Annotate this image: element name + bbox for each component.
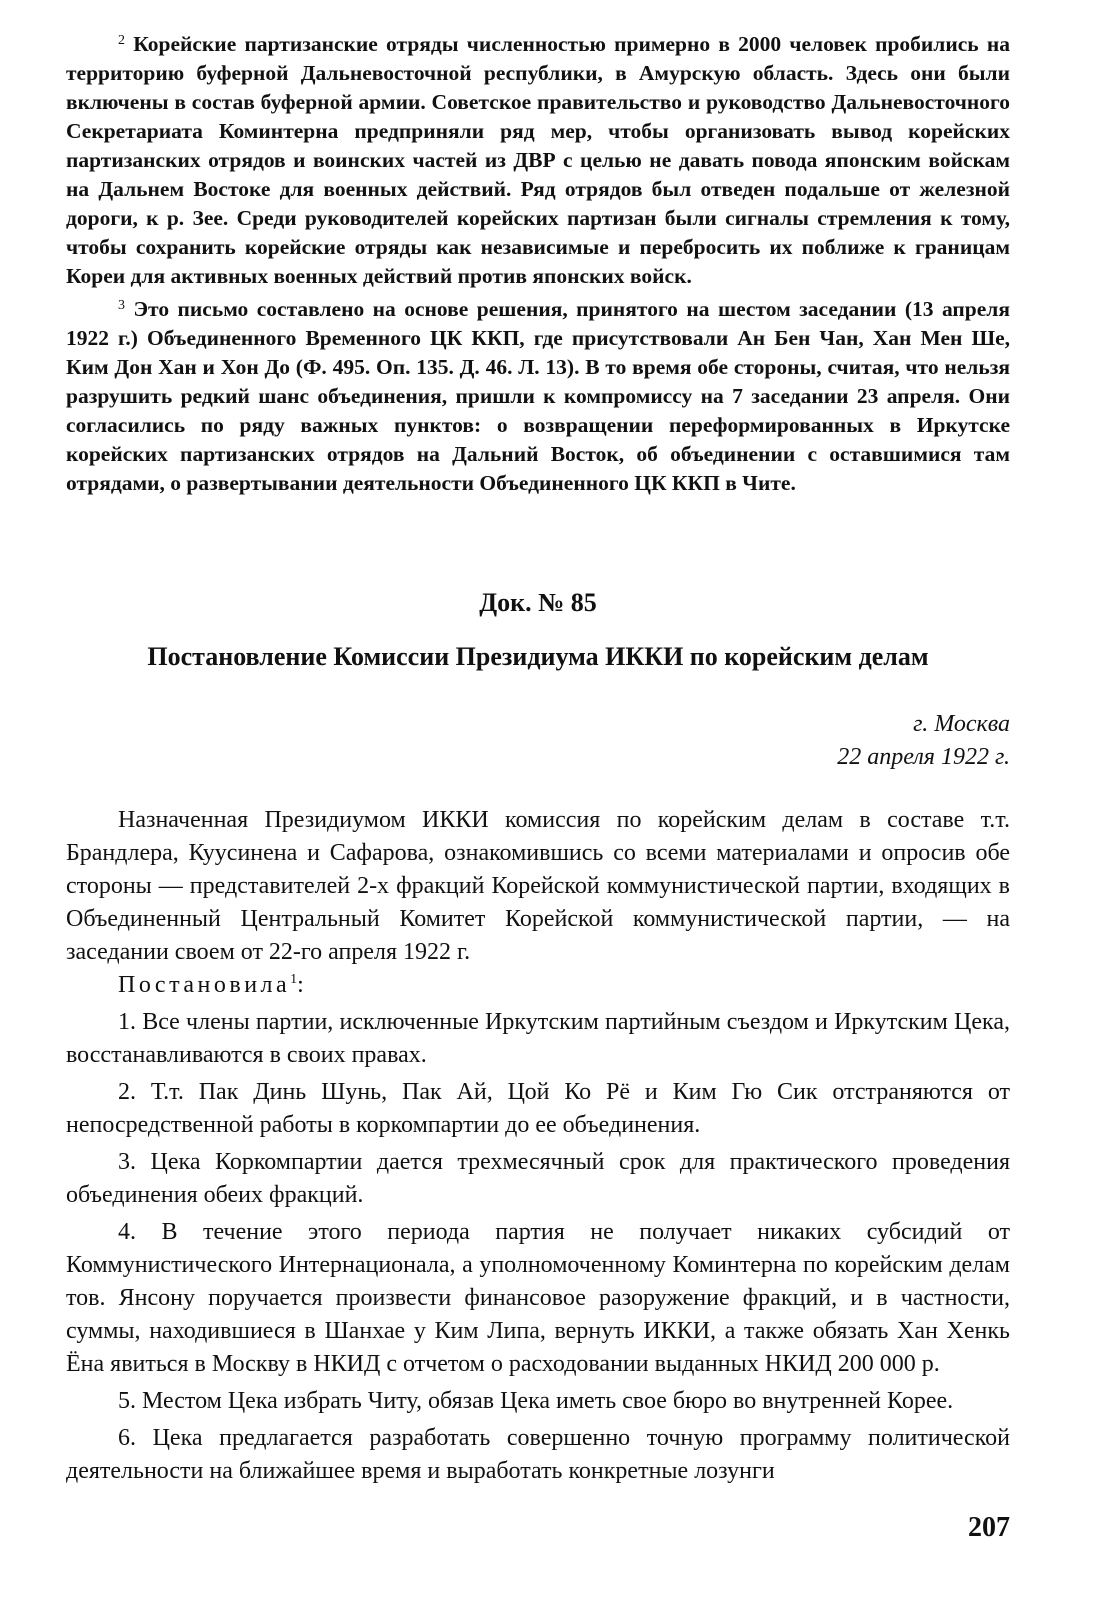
footnote-text: Это письмо составлено на основе решения, принятого на шестом заседании (13 апреля 1922 г.) Объединенного Временного ЦК ККП, где присутствовали Ан Бен Чан, Хан Мен Ше, Ким Дон Хан и Хон До (Ф. 495. Оп. 135. Д. 46. Л. 13). В то время обе стороны, считая, что нельзя разрушить редкий шанс объединения, пришли к компромиссу на 7 заседании 23 апреля. Они согласились по ряду важных пунктов: о возвращении переформированных в Иркутске корейских партизанских отрядов на Дальний Восток, об объединении с оставшимися там отрядами, о развертывании деятельности Объединенного ЦК ККП в Чите.	[66, 297, 1010, 495]
resolved-colon: :	[297, 972, 304, 998]
footnote-marker: 3	[118, 298, 125, 313]
page-content	[66, 30, 1010, 1488]
footnote-marker: 2	[118, 33, 125, 48]
resolution-item-1: 1. Все члены партии, исключенные Иркутским партийным съездом и Иркутским Цека, восстанавливаются в своих правах.	[66, 1009, 1010, 1068]
document-number: Док. № 85	[479, 588, 597, 617]
document-date: 22 апреля 1922 г.	[837, 744, 1010, 770]
document-place: г. Москва	[913, 711, 1010, 737]
footnote-marker: 1	[290, 972, 298, 987]
resolution-item-5: 5. Местом Цека избрать Читу, обязав Цека иметь свое бюро во внутренней Корее.	[118, 1388, 954, 1414]
footnote-2	[66, 30, 1010, 291]
footnote-text: Корейские партизанские отряды численностью примерно в 2000 человек пробились на территорию буферной Дальневосточной республики, в Амурскую область. Здесь они были включены в состав буферной армии. Советское правительство и руководство Дальневосточного Секретариата Коминтерна предприняли ряд мер, чтобы организовать вывод корейских партизанских отрядов и воинских частей из ДВР с целью не давать повода японским войскам на Дальнем Востоке для военных действий. Ряд отрядов был отведен подальше от железной дороги, к р. Зее. Среди руководителей корейских партизан были сигналы стремления к тому, чтобы сохранить корейские отряды как независимые и перебросить их поближе к границам Кореи для активных военных действий против японских войск.	[66, 32, 1011, 288]
footnote-3	[66, 295, 1010, 498]
resolution-item-6: 6. Цека предлагается разработать совершенно точную программу политической деятельности на ближайшее время и выработать конкретные лозунги	[66, 1425, 1010, 1484]
resolved-word: Постановила	[118, 972, 291, 998]
resolution-item-4: 4. В течение этого периода партия не получает никаких субсидий от Коммунистического Интернационала, а уполномоченному Коминтерна по корейским делам тов. Янсону поручается произвести финансовое разоружение фракций, и в частности, суммы, находившиеся в Шанхае у Ким Липа, вернуть ИККИ, а также обязать Хан Хенкь Ёна явиться в Москву в НКИД с отчетом о расходовании выданных НКИД 200 000 р.	[66, 1219, 1010, 1377]
resolved-heading	[66, 969, 1010, 1002]
document-title: Постановление Комиссии Президиума ИККИ по корейским делам	[147, 642, 929, 671]
resolution-item-2: 2. Т.т. Пак Динь Шунь, Пак Ай, Цой Ко Рё и Ким Гю Сик отстраняются от непосредственной работы в коркомпартии до ее объединения.	[66, 1079, 1010, 1138]
page-number: 207	[968, 1512, 1010, 1543]
intro-paragraph: Назначенная Президиумом ИККИ комиссия по корейским делам в составе т.т. Брандлера, Куусинена и Сафарова, ознакомившись со всеми материалами и опросив обе стороны — представителей 2-х фракций Корейской коммунистической партии, входящих в Объединенный Центральный Комитет Корейской коммунистической партии, — на заседании своем от 22-го апреля 1922 г.	[66, 807, 1010, 965]
resolution-item-3: 3. Цека Коркомпартии дается трехмесячный срок для практического проведения объединения обеих фракций.	[66, 1149, 1010, 1208]
